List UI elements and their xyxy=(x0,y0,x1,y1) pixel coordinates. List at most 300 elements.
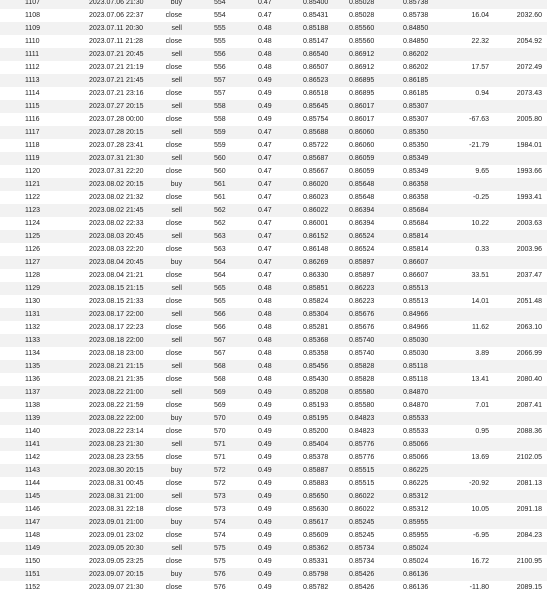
time-cell: 2023.08.31 22:18 xyxy=(89,506,144,513)
row-number: 1123 xyxy=(25,207,41,214)
price-cell: 0.85378 xyxy=(303,454,329,461)
take-profit-cell: 0.85513 xyxy=(403,285,429,292)
take-profit-cell: 0.86607 xyxy=(403,272,429,279)
table-row[interactable] xyxy=(0,425,547,438)
price-cell: 0.85304 xyxy=(303,311,329,318)
profit-cell: 13.69 xyxy=(471,454,489,461)
balance-cell: 1984.01 xyxy=(516,142,542,149)
volume-cell: 0.49 xyxy=(258,532,272,539)
table-row[interactable] xyxy=(0,282,547,295)
take-profit-cell: 0.85955 xyxy=(403,532,429,539)
table-row[interactable] xyxy=(0,191,547,204)
stop-loss-cell: 0.85426 xyxy=(349,584,375,591)
stop-loss-cell: 0.85776 xyxy=(349,441,375,448)
type-cell: close xyxy=(165,64,182,71)
stop-loss-cell: 0.85648 xyxy=(349,194,375,201)
order-cell: 568 xyxy=(214,376,226,383)
price-cell: 0.86022 xyxy=(303,207,329,214)
table-row[interactable] xyxy=(0,256,547,269)
take-profit-cell: 0.84966 xyxy=(403,311,429,318)
type-cell: close xyxy=(165,220,182,227)
price-cell: 0.85782 xyxy=(303,584,329,591)
take-profit-cell: 0.85030 xyxy=(403,337,429,344)
type-cell: close xyxy=(165,116,182,123)
balance-cell: 2005.80 xyxy=(516,116,542,123)
table-row[interactable] xyxy=(0,139,547,152)
balance-cell: 2091.18 xyxy=(516,506,542,513)
stop-loss-cell: 0.86912 xyxy=(349,51,375,58)
price-cell: 0.85431 xyxy=(303,12,329,19)
take-profit-cell: 0.85738 xyxy=(403,12,429,19)
type-cell: close xyxy=(165,428,182,435)
take-profit-cell: 0.86136 xyxy=(403,571,429,578)
row-number: 1107 xyxy=(25,0,41,6)
type-cell: sell xyxy=(171,207,182,214)
balance-cell: 2003.96 xyxy=(516,246,542,253)
price-cell: 0.86020 xyxy=(303,181,329,188)
table-row[interactable] xyxy=(0,334,547,347)
time-cell: 2023.08.23 21:30 xyxy=(89,441,144,448)
take-profit-cell: 0.86225 xyxy=(403,480,429,487)
order-cell: 564 xyxy=(214,259,226,266)
table-row[interactable] xyxy=(0,373,547,386)
type-cell: close xyxy=(165,324,182,331)
price-cell: 0.85630 xyxy=(303,506,329,513)
take-profit-cell: 0.85349 xyxy=(403,155,429,162)
order-cell: 573 xyxy=(214,493,226,500)
balance-cell: 2073.43 xyxy=(516,90,542,97)
order-cell: 565 xyxy=(214,298,226,305)
order-cell: 576 xyxy=(214,571,226,578)
take-profit-cell: 0.85684 xyxy=(403,220,429,227)
balance-cell: 2051.48 xyxy=(516,298,542,305)
take-profit-cell: 0.84850 xyxy=(403,25,429,32)
table-row[interactable] xyxy=(0,217,547,230)
type-cell: close xyxy=(165,272,182,279)
table-row[interactable] xyxy=(0,126,547,139)
volume-cell: 0.47 xyxy=(258,233,272,240)
row-number: 1134 xyxy=(25,350,41,357)
table-row[interactable] xyxy=(0,451,547,464)
row-number: 1118 xyxy=(25,142,40,149)
time-cell: 2023.08.22 21:00 xyxy=(89,389,144,396)
table-row[interactable] xyxy=(0,399,547,412)
stop-loss-cell: 0.85828 xyxy=(349,376,375,383)
time-cell: 2023.07.21 21:45 xyxy=(89,77,144,84)
table-row[interactable] xyxy=(0,22,547,35)
stop-loss-cell: 0.85648 xyxy=(349,181,375,188)
profit-cell: 10.05 xyxy=(471,506,489,513)
table-row[interactable] xyxy=(0,542,547,555)
volume-cell: 0.49 xyxy=(258,402,272,409)
type-cell: sell xyxy=(171,233,182,240)
table-row[interactable] xyxy=(0,321,547,334)
volume-cell: 0.47 xyxy=(258,12,272,19)
order-cell: 568 xyxy=(214,363,226,370)
profit-cell: 3.89 xyxy=(475,350,489,357)
volume-cell: 0.47 xyxy=(258,220,272,227)
price-cell: 0.86518 xyxy=(303,90,329,97)
table-row[interactable] xyxy=(0,48,547,61)
balance-cell: 2072.49 xyxy=(516,64,542,71)
stop-loss-cell: 0.85028 xyxy=(349,12,375,19)
time-cell: 2023.08.02 22:33 xyxy=(89,220,144,227)
volume-cell: 0.48 xyxy=(258,311,272,318)
volume-cell: 0.48 xyxy=(258,363,272,370)
price-cell: 0.86023 xyxy=(303,194,329,201)
profit-cell: -67.63 xyxy=(469,116,489,123)
take-profit-cell: 0.85307 xyxy=(403,103,429,110)
profit-cell: 17.57 xyxy=(471,64,489,71)
type-cell: close xyxy=(165,298,182,305)
price-cell: 0.85687 xyxy=(303,155,329,162)
table-row[interactable] xyxy=(0,100,547,113)
time-cell: 2023.07.21 23:16 xyxy=(89,90,144,97)
stop-loss-cell: 0.86060 xyxy=(349,142,375,149)
balance-cell: 2089.15 xyxy=(516,584,542,591)
row-number: 1132 xyxy=(25,324,41,331)
take-profit-cell: 0.85312 xyxy=(403,493,429,500)
order-cell: 572 xyxy=(214,480,226,487)
volume-cell: 0.49 xyxy=(258,441,272,448)
stop-loss-cell: 0.85245 xyxy=(349,532,375,539)
type-cell: close xyxy=(165,246,182,253)
take-profit-cell: 0.84850 xyxy=(403,38,429,45)
table-row[interactable] xyxy=(0,477,547,490)
table-row[interactable] xyxy=(0,152,547,165)
table-row[interactable] xyxy=(0,178,547,191)
profit-cell: 10.22 xyxy=(471,220,489,227)
table-row[interactable] xyxy=(0,204,547,217)
order-cell: 557 xyxy=(214,77,226,84)
table-row[interactable] xyxy=(0,9,547,22)
row-number: 1126 xyxy=(25,246,41,253)
row-number: 1149 xyxy=(25,545,41,552)
type-cell: close xyxy=(165,402,182,409)
price-cell: 0.85400 xyxy=(303,0,329,6)
order-cell: 556 xyxy=(214,64,226,71)
volume-cell: 0.47 xyxy=(258,207,272,214)
time-cell: 2023.09.05 20:30 xyxy=(89,545,144,552)
balance-cell: 2003.63 xyxy=(516,220,542,227)
volume-cell: 0.49 xyxy=(258,428,272,435)
volume-cell: 0.48 xyxy=(258,38,272,45)
type-cell: sell xyxy=(171,311,182,318)
table-row[interactable] xyxy=(0,87,547,100)
order-cell: 569 xyxy=(214,402,226,409)
type-cell: close xyxy=(165,90,182,97)
order-cell: 566 xyxy=(214,311,226,318)
volume-cell: 0.48 xyxy=(258,285,272,292)
profit-cell: 9.65 xyxy=(475,168,489,175)
stop-loss-cell: 0.86394 xyxy=(349,220,375,227)
take-profit-cell: 0.86185 xyxy=(403,90,429,97)
table-row[interactable] xyxy=(0,464,547,477)
price-cell: 0.86330 xyxy=(303,272,329,279)
price-cell: 0.86001 xyxy=(303,220,329,227)
volume-cell: 0.49 xyxy=(258,558,272,565)
row-number: 1144 xyxy=(25,480,41,487)
volume-cell: 0.48 xyxy=(258,298,272,305)
time-cell: 2023.08.18 22:00 xyxy=(89,337,144,344)
volume-cell: 0.47 xyxy=(258,181,272,188)
price-cell: 0.85887 xyxy=(303,467,329,474)
stop-loss-cell: 0.86895 xyxy=(349,77,375,84)
row-number: 1145 xyxy=(25,493,41,500)
table-row[interactable] xyxy=(0,516,547,529)
take-profit-cell: 0.85312 xyxy=(403,506,429,513)
volume-cell: 0.47 xyxy=(258,0,272,6)
price-cell: 0.86540 xyxy=(303,51,329,58)
stop-loss-cell: 0.86059 xyxy=(349,155,375,162)
order-cell: 554 xyxy=(214,0,226,6)
order-cell: 572 xyxy=(214,467,226,474)
time-cell: 2023.08.15 21:15 xyxy=(89,285,144,292)
table-row[interactable] xyxy=(0,308,547,321)
volume-cell: 0.47 xyxy=(258,194,272,201)
volume-cell: 0.49 xyxy=(258,545,272,552)
stop-loss-cell: 0.86223 xyxy=(349,285,375,292)
time-cell: 2023.07.27 20:15 xyxy=(89,103,144,110)
take-profit-cell: 0.85684 xyxy=(403,207,429,214)
table-row[interactable] xyxy=(0,438,547,451)
table-row[interactable] xyxy=(0,295,547,308)
table-row[interactable] xyxy=(0,490,547,503)
table-row[interactable] xyxy=(0,347,547,360)
take-profit-cell: 0.86185 xyxy=(403,77,429,84)
row-number: 1114 xyxy=(25,90,40,97)
type-cell: sell xyxy=(171,363,182,370)
volume-cell: 0.48 xyxy=(258,324,272,331)
stop-loss-cell: 0.85740 xyxy=(349,337,375,344)
volume-cell: 0.47 xyxy=(258,129,272,136)
row-number: 1116 xyxy=(25,116,40,123)
table-row[interactable] xyxy=(0,61,547,74)
order-cell: 557 xyxy=(214,90,226,97)
order-cell: 567 xyxy=(214,337,226,344)
order-cell: 567 xyxy=(214,350,226,357)
balance-cell: 2087.41 xyxy=(516,402,542,409)
type-cell: buy xyxy=(170,259,182,266)
profit-cell: 7.01 xyxy=(475,402,489,409)
order-cell: 563 xyxy=(214,246,226,253)
time-cell: 2023.08.21 21:35 xyxy=(89,376,144,383)
stop-loss-cell: 0.85776 xyxy=(349,454,375,461)
balance-cell: 2081.13 xyxy=(516,480,542,487)
time-cell: 2023.08.03 20:45 xyxy=(89,233,144,240)
stop-loss-cell: 0.84823 xyxy=(349,428,375,435)
stop-loss-cell: 0.85897 xyxy=(349,272,375,279)
type-cell: buy xyxy=(170,519,182,526)
balance-cell: 2088.36 xyxy=(516,428,542,435)
time-cell: 2023.09.07 21:30 xyxy=(89,584,144,591)
profit-cell: 0.95 xyxy=(475,428,489,435)
time-cell: 2023.09.05 23:25 xyxy=(89,558,144,565)
row-number: 1136 xyxy=(25,376,41,383)
take-profit-cell: 0.85513 xyxy=(403,298,429,305)
table-row[interactable] xyxy=(0,386,547,399)
type-cell: close xyxy=(165,584,182,591)
table-row[interactable] xyxy=(0,568,547,581)
table-row[interactable] xyxy=(0,503,547,516)
order-cell: 575 xyxy=(214,558,226,565)
price-cell: 0.85281 xyxy=(303,324,329,331)
table-row[interactable] xyxy=(0,35,547,48)
price-cell: 0.86152 xyxy=(303,233,329,240)
type-cell: sell xyxy=(171,285,182,292)
type-cell: buy xyxy=(170,181,182,188)
profit-cell: -6.95 xyxy=(473,532,489,539)
take-profit-cell: 0.86358 xyxy=(403,194,429,201)
balance-cell: 2054.92 xyxy=(516,38,542,45)
time-cell: 2023.07.06 22:37 xyxy=(89,12,144,19)
volume-cell: 0.48 xyxy=(258,337,272,344)
type-cell: sell xyxy=(171,129,182,136)
order-cell: 556 xyxy=(214,51,226,58)
price-cell: 0.85200 xyxy=(303,428,329,435)
price-cell: 0.85188 xyxy=(303,25,329,32)
row-number: 1139 xyxy=(25,415,41,422)
volume-cell: 0.47 xyxy=(258,246,272,253)
time-cell: 2023.07.21 20:45 xyxy=(89,51,144,58)
type-cell: close xyxy=(165,376,182,383)
time-cell: 2023.09.01 21:00 xyxy=(89,519,144,526)
profit-cell: 14.01 xyxy=(471,298,489,305)
time-cell: 2023.08.22 22:00 xyxy=(89,415,144,422)
type-cell: close xyxy=(165,350,182,357)
stop-loss-cell: 0.85676 xyxy=(349,311,375,318)
take-profit-cell: 0.86136 xyxy=(403,584,429,591)
stop-loss-cell: 0.86895 xyxy=(349,90,375,97)
stop-loss-cell: 0.86017 xyxy=(349,103,375,110)
price-cell: 0.85609 xyxy=(303,532,329,539)
price-cell: 0.85667 xyxy=(303,168,329,175)
row-number: 1137 xyxy=(25,389,41,396)
row-number: 1148 xyxy=(25,532,41,539)
type-cell: close xyxy=(165,532,182,539)
type-cell: close xyxy=(165,558,182,565)
stop-loss-cell: 0.86524 xyxy=(349,246,375,253)
profit-cell: -0.25 xyxy=(473,194,489,201)
price-cell: 0.85362 xyxy=(303,545,329,552)
row-number: 1152 xyxy=(25,584,41,591)
row-number: 1133 xyxy=(25,337,41,344)
time-cell: 2023.07.06 21:30 xyxy=(89,0,144,6)
type-cell: sell xyxy=(171,25,182,32)
volume-cell: 0.49 xyxy=(258,571,272,578)
type-cell: sell xyxy=(171,441,182,448)
order-cell: 560 xyxy=(214,168,226,175)
volume-cell: 0.49 xyxy=(258,519,272,526)
take-profit-cell: 0.85350 xyxy=(403,142,429,149)
row-number: 1131 xyxy=(25,311,41,318)
table-row[interactable] xyxy=(0,243,547,256)
table-row[interactable] xyxy=(0,230,547,243)
time-cell: 2023.07.28 23:41 xyxy=(89,142,144,149)
volume-cell: 0.47 xyxy=(258,142,272,149)
table-row[interactable] xyxy=(0,74,547,87)
table-row[interactable] xyxy=(0,113,547,126)
stop-loss-cell: 0.85734 xyxy=(349,545,375,552)
order-cell: 570 xyxy=(214,415,226,422)
table-row[interactable] xyxy=(0,0,547,9)
price-cell: 0.85617 xyxy=(303,519,329,526)
row-number: 1113 xyxy=(25,77,40,84)
type-cell: buy xyxy=(170,571,182,578)
stop-loss-cell: 0.86022 xyxy=(349,506,375,513)
order-cell: 566 xyxy=(214,324,226,331)
time-cell: 2023.08.02 20:15 xyxy=(89,181,144,188)
stop-loss-cell: 0.85734 xyxy=(349,558,375,565)
balance-cell: 2063.10 xyxy=(516,324,542,331)
table-row[interactable] xyxy=(0,555,547,568)
stop-loss-cell: 0.86394 xyxy=(349,207,375,214)
type-cell: sell xyxy=(171,103,182,110)
volume-cell: 0.47 xyxy=(258,168,272,175)
type-cell: close xyxy=(165,168,182,175)
volume-cell: 0.49 xyxy=(258,116,272,123)
order-cell: 558 xyxy=(214,116,226,123)
time-cell: 2023.08.03 22:20 xyxy=(89,246,144,253)
take-profit-cell: 0.84966 xyxy=(403,324,429,331)
stop-loss-cell: 0.85676 xyxy=(349,324,375,331)
table-row[interactable] xyxy=(0,581,547,594)
volume-cell: 0.48 xyxy=(258,376,272,383)
time-cell: 2023.09.01 23:02 xyxy=(89,532,144,539)
stop-loss-cell: 0.86059 xyxy=(349,168,375,175)
type-cell: sell xyxy=(171,545,182,552)
order-cell: 576 xyxy=(214,584,226,591)
stop-loss-cell: 0.85740 xyxy=(349,350,375,357)
profit-cell: 0.33 xyxy=(475,246,489,253)
take-profit-cell: 0.85118 xyxy=(403,363,428,370)
table-row[interactable] xyxy=(0,360,547,373)
time-cell: 2023.08.17 22:23 xyxy=(89,324,144,331)
order-cell: 562 xyxy=(214,220,226,227)
take-profit-cell: 0.86225 xyxy=(403,467,429,474)
table-row[interactable] xyxy=(0,529,547,542)
stop-loss-cell: 0.85828 xyxy=(349,363,375,370)
time-cell: 2023.08.23 23:55 xyxy=(89,454,144,461)
type-cell: buy xyxy=(170,415,182,422)
table-row[interactable] xyxy=(0,269,547,282)
time-cell: 2023.08.15 21:33 xyxy=(89,298,144,305)
stop-loss-cell: 0.86017 xyxy=(349,116,375,123)
order-cell: 559 xyxy=(214,142,226,149)
row-number: 1146 xyxy=(25,506,41,513)
balance-cell: 2032.60 xyxy=(516,12,542,19)
price-cell: 0.85208 xyxy=(303,389,329,396)
time-cell: 2023.07.11 21:28 xyxy=(89,38,143,45)
price-cell: 0.85368 xyxy=(303,337,329,344)
time-cell: 2023.08.31 21:00 xyxy=(89,493,144,500)
type-cell: sell xyxy=(171,493,182,500)
stop-loss-cell: 0.86912 xyxy=(349,64,375,71)
take-profit-cell: 0.85066 xyxy=(403,441,429,448)
price-cell: 0.86148 xyxy=(303,246,329,253)
row-number: 1122 xyxy=(25,194,41,201)
profit-cell: 11.62 xyxy=(472,324,489,331)
type-cell: close xyxy=(165,480,182,487)
table-row[interactable] xyxy=(0,412,547,425)
type-cell: close xyxy=(165,506,182,513)
row-number: 1128 xyxy=(25,272,41,279)
table-row[interactable] xyxy=(0,165,547,178)
balance-cell: 1993.41 xyxy=(516,194,542,201)
price-cell: 0.85358 xyxy=(303,350,329,357)
take-profit-cell: 0.85814 xyxy=(403,233,429,240)
price-cell: 0.86523 xyxy=(303,77,329,84)
